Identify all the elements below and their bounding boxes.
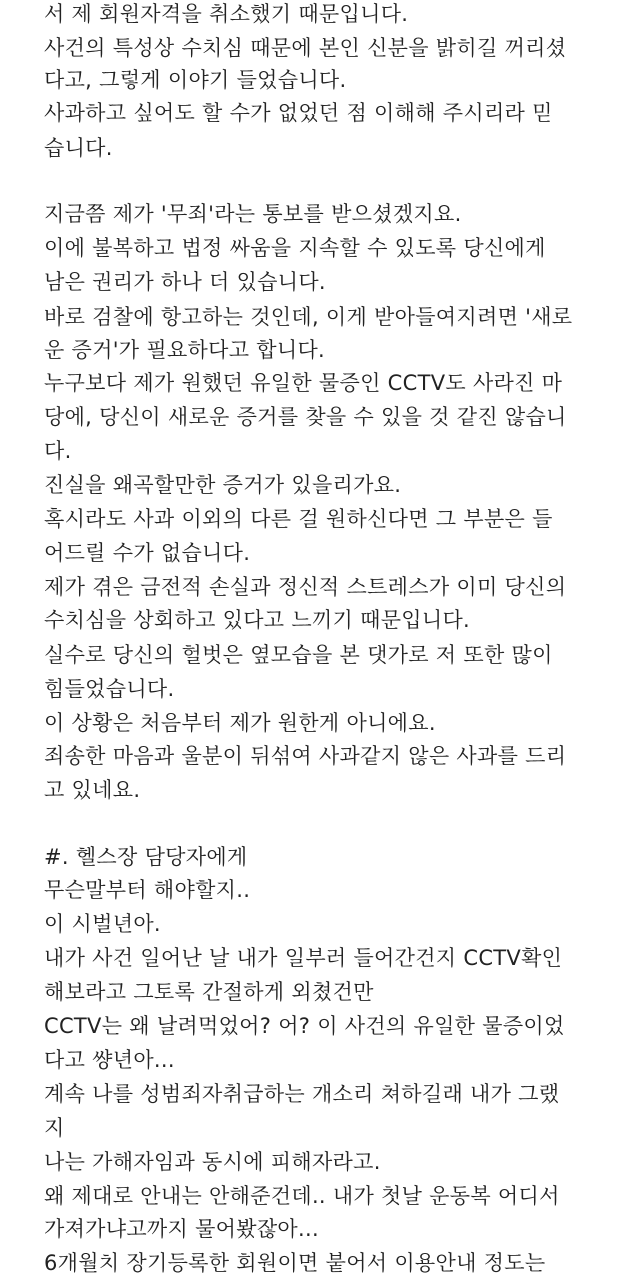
text-line: 해보라고 그토록 간절하게 외쳤건만 bbox=[44, 980, 374, 1004]
text-line: 6개월치 장기등록한 회원이면 붙어서 이용안내 정도는 bbox=[44, 1251, 546, 1275]
text-line: 혹시라도 사과 이외의 다른 걸 원하신다면 그 부분은 들 bbox=[44, 507, 553, 531]
text-line: 힘들었습니다. bbox=[44, 677, 175, 701]
text-line: 바로 검찰에 항고하는 것인데, 이게 받아들여지려면 '새로 bbox=[44, 305, 573, 329]
text-line: 이 시벌년아. bbox=[44, 912, 161, 936]
text-line: 가져가냐고까지 물어봤잖아... bbox=[44, 1217, 319, 1241]
text-line: 죄송한 마음과 울분이 뒤섞여 사과같지 않은 사과를 드리 bbox=[44, 744, 567, 768]
text-line: 다고 썅년아... bbox=[44, 1048, 175, 1072]
text-line: 당에, 당신이 새로운 증거를 찾을 수 있을 것 같진 않습니 bbox=[44, 405, 567, 429]
text-line: 지 bbox=[44, 1116, 65, 1140]
text-line: 계속 나를 성범죄자취급하는 개소리 쳐하길래 내가 그랬 bbox=[44, 1082, 560, 1106]
text-line: 나는 가해자임과 동시에 피해자라고. bbox=[44, 1150, 381, 1174]
text-line: 다고, 그렇게 이야기 들었습니다. bbox=[44, 68, 347, 92]
text-line: 실수로 당신의 헐벗은 옆모습을 본 댓가로 저 또한 많이 bbox=[44, 643, 553, 667]
text-line: 누구보다 제가 원했던 유일한 물증인 CCTV도 사라진 마 bbox=[44, 371, 563, 395]
text-line: 제가 겪은 금전적 손실과 정신적 스트레스가 이미 당신의 bbox=[44, 575, 567, 599]
text-line: 사과하고 싶어도 할 수가 없었던 점 이해해 주시리라 믿 bbox=[44, 101, 553, 125]
text-line: 운 증거'가 필요하다고 합니다. bbox=[44, 338, 326, 362]
text-line: 사건의 특성상 수치심 때문에 본인 신분을 밝히길 꺼리셨 bbox=[44, 36, 567, 60]
text-line: 지금쯤 제가 '무죄'라는 통보를 받으셨겠지요. bbox=[44, 202, 462, 226]
text-line: 이 상황은 처음부터 제가 원한게 아니에요. bbox=[44, 711, 436, 735]
text-line: 진실을 왜곡할만한 증거가 있을리가요. bbox=[44, 473, 402, 497]
text-line: 습니다. bbox=[44, 136, 113, 160]
text-line: 내가 사건 일어난 날 내가 일부러 들어간건지 CCTV확인 bbox=[44, 946, 563, 970]
text-line: CCTV는 왜 날려먹었어? 어? 이 사건의 유일한 물증이었 bbox=[44, 1014, 565, 1038]
section-heading: #. 헬스장 담당자에게 bbox=[44, 845, 248, 869]
text-line: 이에 불복하고 법정 싸움을 지속할 수 있도록 당신에게 bbox=[44, 236, 546, 260]
text-line: 서 제 회원자격을 취소했기 때문입니다. bbox=[44, 2, 409, 26]
text-line: 수치심을 상회하고 있다고 느끼기 때문입니다. bbox=[44, 608, 471, 632]
text-line: 무슨말부터 해야할지.. bbox=[44, 878, 251, 902]
text-line: 다. bbox=[44, 439, 72, 463]
text-line: 어드릴 수가 없습니다. bbox=[44, 541, 251, 565]
text-line: 왜 제대로 안내는 안해준건데.. 내가 첫날 운동복 어디서 bbox=[44, 1184, 560, 1208]
text-line: 남은 권리가 하나 더 있습니다. bbox=[44, 270, 326, 294]
text-line: 고 있네요. bbox=[44, 778, 141, 802]
